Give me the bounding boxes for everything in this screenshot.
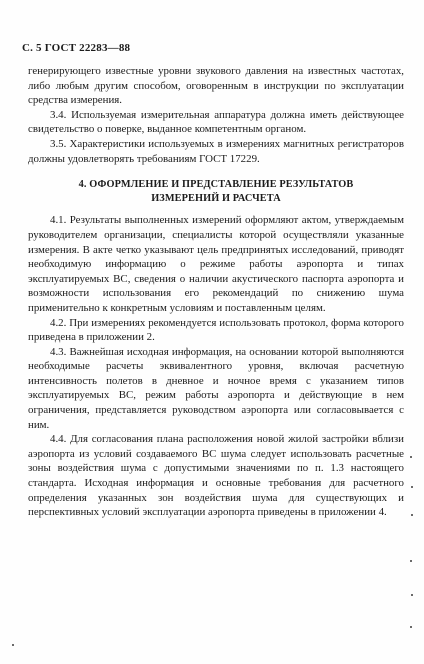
- scan-mark: [410, 456, 412, 458]
- scan-mark: [411, 594, 413, 596]
- section-title-line-2: ИЗМЕРЕНИЙ И РАСЧЕТА: [151, 192, 281, 204]
- scan-mark: [410, 560, 412, 562]
- scan-mark: [411, 514, 413, 516]
- paragraph-4-1: 4.1. Результаты выполненных измерений оформляют актом, утверждаемым руководителем организации, специалисты которой осуществляли указанные измерения. В акте четко указывают цель предпринятых исследований, приводят необходимую информацию о режиме работы аэропорта и типах эксплуатируемых ВС, сведения о наличии акустического паспорта аэропорта и возможности использования его рекомендаций по снижению шума применительно к конкретным условиям и поставленным целям.: [28, 214, 404, 314]
- paragraph-3-4: 3.4. Используемая измерительная аппаратура должна иметь действующее свидетельство о поверке, выданное компетентным органом.: [28, 108, 404, 136]
- document-body: [28, 64, 404, 520]
- section-title: [28, 178, 404, 205]
- paragraph-4-4: 4.4. Для согласования плана расположения новой жилой застройки вблизи аэропорта из условий создаваемого ВС шума следует использовать расчетные зоны воздействия шума с допустимыми значениями по п. 1.3 настоящего стандарта. Исходная информация и основные требования для расчетного определения указанных зон воздействия шума для существующих и перспективных условий эксплуатации аэропорта приведены в приложении 4.: [28, 433, 404, 519]
- paragraph-4-2: 4.2. При измерениях рекомендуется использовать протокол, форма которого приведена в приложении 2.: [28, 316, 404, 344]
- page-header: С. 5 ГОСТ 22283—88: [22, 42, 131, 54]
- paragraph-3-5: 3.5. Характеристики используемых в измерениях магнитных регистраторов должны удовлетворять требованиям ГОСТ 17229.: [28, 137, 404, 165]
- scan-mark: [410, 626, 412, 628]
- paragraph-4-3: 4.3. Важнейшая исходная информация, на основании которой выполняются необходимые расчеты эквивалентного уровня, включая расчетную интенсивность полетов в дневное и ночное время с указанием типов эксплуатируемых ВС, режим работы аэропорта и действующие в нем ограничения, представляется руководством аэропорта или согласовывается с ним.: [28, 345, 404, 431]
- paragraph-continuation: генерирующего известные уровни звукового давления на известных частотах, либо любым другим способом, оговоренным в инструкции по эксплуатации средства измерения.: [28, 65, 404, 107]
- scan-mark: [411, 486, 413, 488]
- scan-mark: [12, 644, 14, 646]
- section-title-line-1: 4. ОФОРМЛЕНИЕ И ПРЕДСТАВЛЕНИЕ РЕЗУЛЬТАТОВ: [78, 179, 354, 191]
